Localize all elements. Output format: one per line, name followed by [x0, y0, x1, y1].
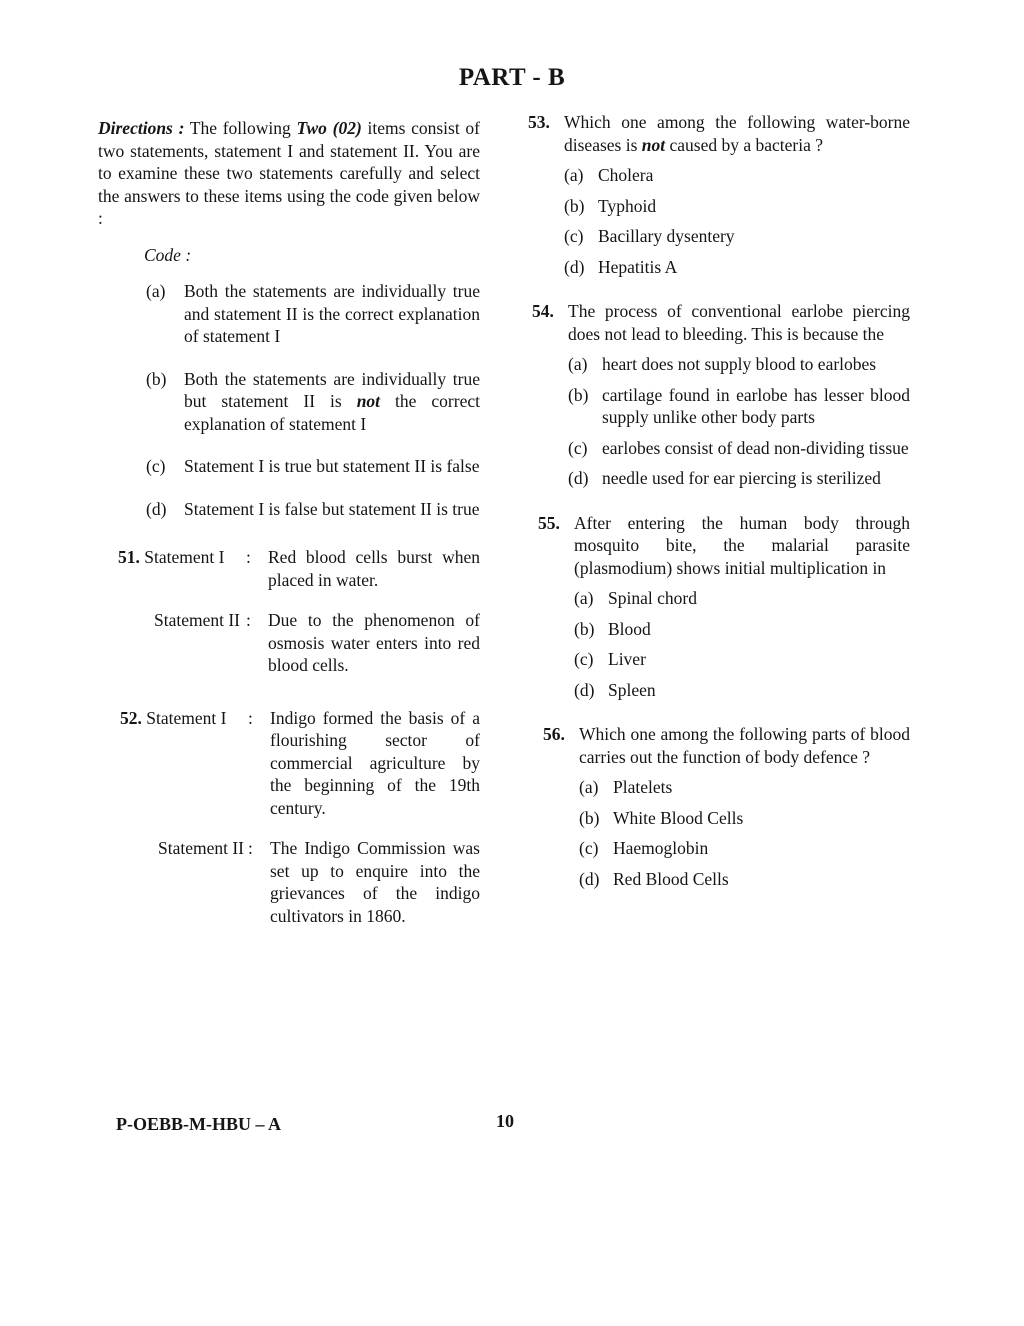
question-text: The process of conventional earlobe piercing does not lead to bleeding. This is because the [568, 301, 910, 344]
q51-statement-1-text: Red blood cells burst when placed in water. [268, 547, 480, 590]
right-column [528, 111, 910, 912]
option [574, 618, 910, 641]
option-text: Spinal chord [608, 588, 697, 608]
question-52 [120, 707, 480, 928]
option-text: Red Blood Cells [613, 868, 729, 889]
statement-label: Statement I [146, 707, 227, 728]
option-key: (c) [564, 226, 584, 246]
code-option-text: Both the statements are individually true and statement II is the correct explanation of statement I [184, 281, 480, 346]
option-key: (c) [574, 649, 594, 669]
code-option-text-1: Both the statements are individually true but statement II is [184, 368, 480, 411]
colon: : [248, 838, 253, 858]
option-text: White Blood Cells [613, 807, 744, 828]
option-key: (a) [574, 588, 594, 608]
question-text: Which one among the following parts of blood carries out the function of body defence ? [579, 724, 910, 767]
code-option-emphasis: not [356, 391, 381, 411]
page-number: 10 [496, 1111, 514, 1131]
option [568, 353, 910, 376]
question-number: 55. [538, 512, 560, 533]
q51-statement-2-text: Due to the phenomenon of osmosis water enters into red blood cells. [268, 610, 480, 675]
question-stem [528, 111, 910, 156]
option-key: (d) [568, 468, 589, 488]
option [579, 837, 910, 860]
code-option-text-2: the correct explanation of statement I [184, 391, 480, 434]
option-key: (a) [564, 165, 584, 185]
directions-count: Two (02) [296, 118, 362, 138]
option-text: Blood [608, 618, 651, 639]
option-text: cartilage found in earlobe has lesser blood supply unlike other body parts [602, 384, 910, 427]
option-text: Haemoglobin [613, 838, 709, 858]
code-option-a [146, 280, 480, 348]
q52-statement-1 [120, 707, 480, 820]
question-number: 52. [120, 707, 142, 728]
option-text: Platelets [613, 777, 673, 797]
option-key: (b) [564, 195, 585, 216]
q51-statement-1-label [118, 546, 246, 591]
page-title: PART - B [458, 64, 566, 91]
code-option-key: (b) [146, 368, 167, 389]
question-number: 56. [543, 724, 565, 744]
option-key: (a) [579, 777, 599, 797]
booklet-code: P-OEBB-M-HBU – A [116, 1114, 281, 1134]
question-number: 53. [528, 112, 550, 132]
option-key: (b) [568, 384, 589, 405]
option [564, 256, 910, 279]
code-option-text [184, 368, 480, 436]
option-key: (d) [564, 256, 585, 277]
code-option-key: (a) [146, 281, 166, 301]
option [574, 587, 910, 610]
q52-statement-1-label [120, 707, 248, 820]
option-text: heart does not supply blood to earlobes [602, 354, 877, 374]
question-55 [538, 512, 910, 702]
q51-statement-1 [118, 546, 480, 591]
q52-statement-2 [120, 837, 480, 927]
option [564, 195, 910, 218]
question-56 [543, 723, 910, 890]
option-key: (d) [579, 868, 600, 889]
option [564, 225, 910, 248]
question-emphasis: not [641, 134, 666, 155]
question-number: 51. [118, 547, 140, 567]
directions-text-2: items consist of two statements, statement I and statement II. You are to examine these two statements carefully and select the answers to these items using the code given below : [98, 118, 480, 228]
option-key: (b) [574, 618, 595, 639]
q51-statement-2 [118, 609, 480, 677]
q52-statement-2-text: The Indigo Commission was set up to enquire into the grievances of the indigo cultivators in 1860. [270, 838, 480, 926]
directions-paragraph [98, 117, 480, 230]
question-53 [528, 111, 910, 278]
option [574, 648, 910, 671]
option-key: (c) [579, 838, 599, 858]
directions-label: Directions : [98, 118, 185, 138]
option [568, 437, 910, 460]
option-key: (b) [579, 807, 600, 828]
question-text: After entering the human body through mosquito bite, the malarial parasite (plasmodium) shows initial multiplication in [574, 512, 910, 578]
option [568, 467, 910, 490]
option-text: Bacillary dysentery [598, 226, 735, 246]
left-column [98, 117, 480, 927]
option-text: Spleen [608, 679, 656, 700]
option [568, 384, 910, 429]
q52-statement-1-text: Indigo formed the basis of a flourishing sector of commercial agriculture by the beginning of the 19th century. [270, 707, 480, 818]
question-51 [118, 546, 480, 677]
option-text: Typhoid [598, 195, 657, 216]
option-key: (c) [568, 437, 588, 458]
code-option-d [146, 498, 480, 521]
option [574, 679, 910, 702]
question-text [564, 111, 910, 156]
directions-text-1: The following [184, 118, 297, 138]
code-option-key: (c) [146, 456, 166, 476]
question-text-1: Which one among the following water-borne diseases is [564, 112, 910, 155]
question-text-2: caused by a bacteria ? [665, 134, 824, 155]
option-text: Cholera [598, 165, 654, 185]
code-option-text: Statement I is false but statement II is true [184, 498, 480, 519]
code-option-c [146, 455, 480, 478]
option-key: (a) [568, 354, 588, 374]
q52-statement-2-label: Statement II [158, 838, 245, 858]
question-number: 54. [532, 301, 554, 321]
option [579, 807, 910, 830]
question-stem [532, 300, 910, 345]
question-54 [532, 300, 910, 490]
colon: : [246, 547, 251, 567]
statement-label: Statement I [144, 547, 225, 567]
colon: : [246, 610, 251, 630]
code-label: Code : [144, 244, 192, 265]
code-option-text: Statement I is true but statement II is false [184, 456, 480, 476]
option-text: earlobes consist of dead non-dividing tissue [602, 437, 909, 458]
question-stem [538, 512, 910, 580]
option-text: Liver [608, 649, 646, 669]
question-stem [543, 723, 910, 768]
option [579, 868, 910, 891]
option-text: Hepatitis A [598, 256, 678, 277]
q51-statement-2-label: Statement II [154, 610, 241, 630]
colon: : [248, 707, 253, 728]
code-option-b [146, 368, 480, 436]
option-key: (d) [574, 679, 595, 700]
option [579, 776, 910, 799]
option [564, 164, 910, 187]
option-text: needle used for ear piercing is sterilized [602, 468, 881, 488]
code-option-key: (d) [146, 498, 167, 519]
